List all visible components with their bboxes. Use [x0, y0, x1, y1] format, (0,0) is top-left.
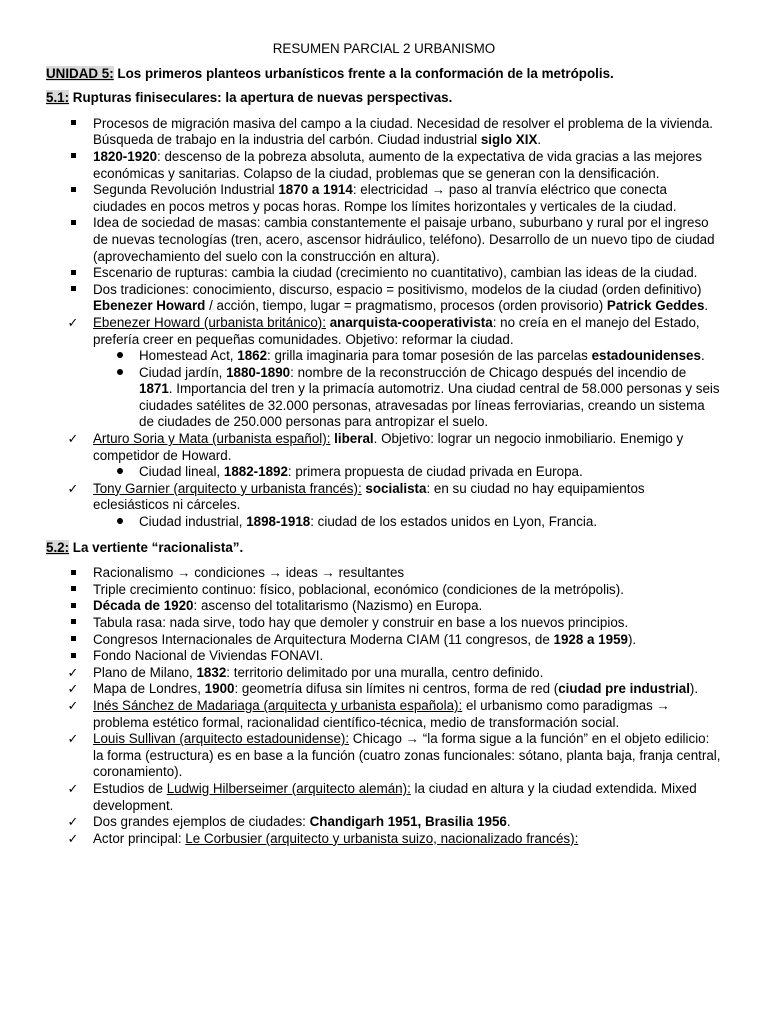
round-bullet-icon	[115, 514, 125, 531]
unit-title: Los primeros planteos urbanísticos frente a la conformación de la metrópolis.	[113, 65, 614, 81]
list-item: Segunda Revolución Industrial 1870 a 1914: electricidad → paso al tranvía eléctrico que conecta ciudades en pocos metros y pocas horas. Rompe los límites horizontales y verticales de la ciudad.	[0, 182, 768, 215]
checkmark-icon: ✓	[67, 814, 79, 830]
list-item: 1820-1920: descenso de la pobreza absoluta, aumento de la expectativa de vida gracias a las mejores económicas y sanitarias. Colapso de la ciudad, problemas que se generan con la densificación.	[0, 149, 768, 182]
unit-code: UNIDAD 5:	[46, 65, 114, 81]
list-item: Década de 1920: ascenso del totalitarismo (Nazismo) en Europa.	[0, 598, 768, 615]
section-5-2-list	[0, 565, 768, 847]
list-item: Ciudad lineal, 1882-1892: primera propuesta de ciudad privada en Europa.	[93, 464, 722, 481]
list-item: Dos tradiciones: conocimiento, discurso, espacio = positivismo, modelos de la ciudad (orden definitivo) Ebenezer Howard / acción, tiempo, lugar = pragmatismo, procesos (orden provisorio) Patrick Geddes.	[0, 282, 768, 315]
list-item: Fondo Nacional de Viviendas FONAVI.	[0, 648, 768, 665]
sub-list	[93, 348, 722, 431]
square-bullet-icon	[66, 116, 80, 133]
square-bullet-icon	[66, 149, 80, 166]
list-item: ✓ Plano de Milano, 1832: territorio delimitado por una muralla, centro definido.	[67, 664, 544, 680]
square-bullet-icon	[66, 215, 80, 232]
list-item: Ciudad jardín, 1880-1890: nombre de la reconstrucción de Chicago después del incendio de 1871. Importancia del tren y la primacía automotriz. Una ciudad central de 58.000 personas y seis ciudades satélites de 32.000 personas, atravesadas por líneas ferroviarias, creando un sistema de ciudades de 250.000 personas para antropizar el suelo.	[93, 365, 722, 431]
section-5-2-heading	[46, 540, 768, 557]
section-5-1-code: 5.1:	[46, 90, 70, 106]
list-item: Escenario de rupturas: cambia la ciudad (crecimiento no cuantitativo), cambian las ideas de la ciudad.	[0, 265, 768, 282]
checkmark-icon: ✓	[67, 480, 79, 496]
list-item: ✓ Tony Garnier (arquitecto y urbanista francés): socialista: en su ciudad no hay equipamientos eclesiásticos ni cárceles. Ciudad industrial, 1898-1918: ciudad de los estados unidos en Lyon, Francia.	[0, 481, 768, 531]
checkmark-icon: ✓	[67, 697, 79, 713]
section-5-1-title: Rupturas finiseculares: la apertura de nuevas perspectivas.	[69, 90, 453, 106]
square-bullet-icon	[66, 632, 80, 649]
list-item: Procesos de migración masiva del campo a la ciudad. Necesidad de resolver el problema de la vivienda. Búsqueda de trabajo en la industria del carbón. Ciudad industrial siglo XIX.	[0, 116, 768, 149]
checkmark-icon: ✓	[67, 830, 79, 846]
square-bullet-icon	[66, 182, 80, 199]
sub-list	[93, 514, 722, 531]
sub-list	[93, 464, 722, 481]
checkmark-icon: ✓	[67, 314, 79, 330]
square-bullet-icon	[66, 648, 80, 665]
list-item: Triple crecimiento continuo: físico, poblacional, económico (condiciones de la metrópolis).	[0, 582, 768, 599]
list-item: ✓ Mapa de Londres, 1900: geometría difusa sin límites ni centros, forma de red (ciudad pre industrial).	[67, 681, 699, 697]
checkmark-icon: ✓	[67, 664, 79, 680]
list-item: Ciudad industrial, 1898-1918: ciudad de los estados unidos en Lyon, Francia.	[93, 514, 722, 531]
list-item: ✓ Louis Sullivan (arquitecto estadounidense): Chicago → “la forma sigue a la función” en el objeto edilicio: la forma (estructura) es en base a la función (cuatro zonas funcionales: sótano, planta baja, franja central, coronamiento).	[67, 731, 721, 780]
list-item: ✓ Estudios de Ludwig Hilberseimer (arquitecto alemán): la ciudad en altura y la ciudad extendida. Mixed development.	[67, 780, 697, 813]
document-title: RESUMEN PARCIAL 2 URBANISMO	[272, 41, 496, 56]
list-item: ✓ Inés Sánchez de Madariaga (arquitecta y urbanista española): el urbanismo como paradigmas → problema estético formal, racionalidad científico-técnica, medio de transformación social.	[67, 697, 670, 730]
checkmark-icon: ✓	[67, 780, 79, 796]
square-bullet-icon	[66, 565, 80, 582]
unit-heading	[46, 66, 768, 83]
square-bullet-icon	[66, 282, 80, 299]
list-item: Homestead Act, 1862: grilla imaginaria para tomar posesión de las parcelas estadounidenses.	[93, 348, 722, 365]
section-5-1-heading	[46, 90, 768, 107]
list-item: Congresos Internacionales de Arquitectura Moderna CIAM (11 congresos, de 1928 a 1959).	[0, 632, 768, 649]
list-item: ✓ Dos grandes ejemplos de ciudades: Chandigarh 1951, Brasilia 1956.	[67, 814, 511, 830]
list-item: ✓ Ebenezer Howard (urbanista británico): anarquista-cooperativista: no creía en el manejo del Estado, prefería creer en pequeñas comunidades. Objetivo: reformar la ciudad. Homestead Act, 1862: grilla imaginaria para tomar posesión de las parcelas estadounidenses. Ciudad jardín, 1880-1890: nombre de la reconstrucción de Chicago después del incendio de 1871. Importancia del tren y la primacía automotriz. Una ciudad central de 58.000 personas y seis ciudades satélites de 32.000 personas, atravesadas por líneas ferroviarias, creando un sistema de ciudades de 250.000 personas para antropizar el suelo.	[0, 315, 768, 431]
round-bullet-icon	[115, 464, 125, 481]
square-bullet-icon	[66, 582, 80, 599]
list-item: Racionalismo → condiciones → ideas → resultantes	[0, 565, 768, 582]
list-item: Tabula rasa: nada sirve, todo hay que demoler y construir en base a los nuevos principios.	[0, 615, 768, 632]
round-bullet-icon	[115, 348, 125, 365]
checkmark-icon: ✓	[67, 681, 79, 697]
round-bullet-icon	[115, 365, 125, 382]
section-5-2-title: La vertiente “racionalista”.	[69, 539, 244, 555]
section-5-2-code: 5.2:	[46, 539, 70, 555]
checkmark-icon: ✓	[67, 431, 79, 447]
list-item: Idea de sociedad de masas: cambia constantemente el paisaje urbano, suburbano y rural por el ingreso de nuevas tecnologías (tren, acero, ascensor hidráulico, teléfono). Desarrollo de un nuevo tipo de ciudad (aprovechamiento del suelo con la construcción en altura).	[0, 215, 768, 265]
square-bullet-icon	[66, 598, 80, 615]
list-item: ✓ Arturo Soria y Mata (urbanista español): liberal. Objetivo: lograr un negocio inmobiliario. Enemigo y competidor de Howard. Ciudad lineal, 1882-1892: primera propuesta de ciudad privada en Europa.	[0, 431, 768, 481]
section-5-1-list	[0, 116, 768, 531]
list-item: ✓ Actor principal: Le Corbusier (arquitecto y urbanista suizo, nacionalizado francés):	[67, 830, 579, 846]
square-bullet-icon	[66, 615, 80, 632]
square-bullet-icon	[66, 265, 80, 282]
checkmark-icon: ✓	[67, 731, 79, 747]
